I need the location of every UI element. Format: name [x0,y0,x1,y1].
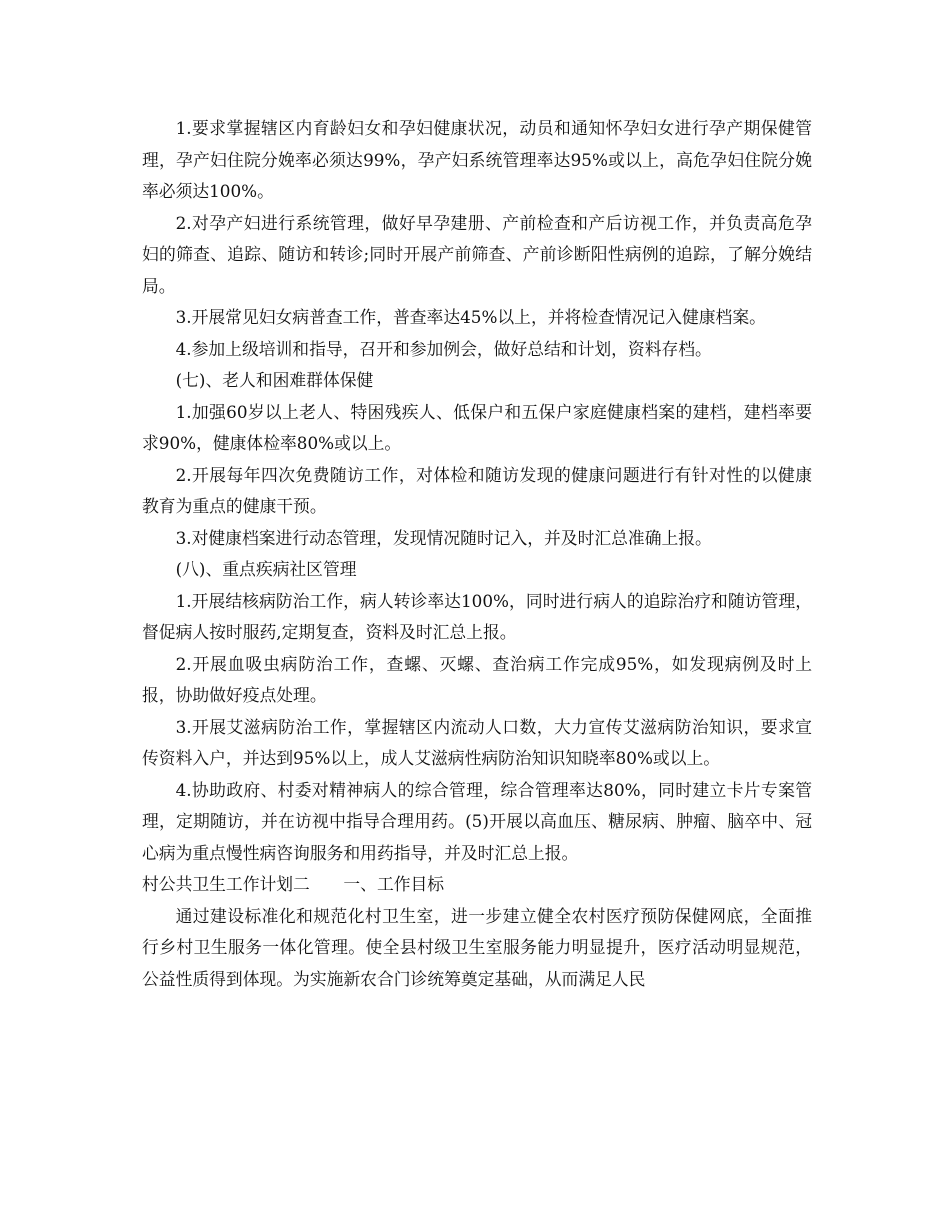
paragraph-maternal-1: 1.要求掌握辖区内育龄妇女和孕妇健康状况，动员和通知怀孕妇女进行孕产期保健管理，孕产妇住院分娩率必须达99%，孕产妇系统管理率达95%或以上，高危孕妇住院分娩率必须达100%。 [142,118,812,201]
section-heading-elderly: (七)、老人和困难群体保健 [175,370,374,390]
paragraph-elderly-3: 3.对健康档案进行动态管理，发现情况随时记入，并及时汇总准确上报。 [175,527,712,548]
paragraph-disease-4: 4.协助政府、村委对精神病人的综合管理，综合管理率达80%，同时建立卡片专案管理，定期随访，并在访视中指导合理用药。(5)开展以高血压、糖尿病、肿瘤、脑卒中、冠心病为重点慢性病咨询服务和用药指导，并及时汇总上报。 [142,779,812,863]
paragraph-disease-3: 3.开展艾滋病防治工作，掌握辖区内流动人口数，大力宣传艾滋病防治知识，要求宣传资料入户，并达到95%以上，成人艾滋病性病防治知识知晓率80%或以上。 [142,716,812,768]
paragraph-goals: 通过建设标准化和规范化村卫生室，进一步建立健全农村医疗预防保健网底，全面推行乡村卫生服务一体化管理。使全县村级卫生室服务能力明显提升，医疗活动明显规范，公益性质得到体现。为实施新农合门诊统筹奠定基础，从而满足人民 [142,905,812,989]
paragraph-maternal-4: 4.参加上级培训和指导，召开和参加例会，做好总结和计划，资料存档。 [175,338,712,359]
paragraph-maternal-3: 3.开展常见妇女病普查工作，普查率达45%以上，并将检查情况记入健康档案。 [175,307,766,327]
paragraph-disease-2: 2.开展血吸虫病防治工作，查螺、灭螺、查治病工作完成95%，如发现病例及时上报，协助做好疫点处理。 [142,653,812,705]
paragraph-disease-1: 1.开展结核病防治工作，病人转诊率达100%，同时进行病人的追踪治疗和随访管理，督促病人按时服药,定期复查，资料及时汇总上报。 [142,590,812,642]
document-body [142,113,812,995]
plan-two-heading: 村公共卫生工作计划二 一、工作目标 [142,874,445,894]
section-heading-key-diseases: (八)、重点疾病社区管理 [175,559,357,579]
paragraph-maternal-2: 2.对孕产妇进行系统管理，做好早孕建册、产前检查和产后访视工作，并负责高危孕妇的筛查、追踪、随访和转诊;同时开展产前筛查、产前诊断阳性病例的追踪，了解分娩结局。 [142,212,812,296]
paragraph-elderly-2: 2.开展每年四次免费随访工作，对体检和随访发现的健康问题进行有针对性的以健康教育为重点的健康干预。 [142,464,812,516]
paragraph-elderly-1: 1.加强60岁以上老人、特困残疾人、低保户和五保户家庭健康档案的建档，建档率要求90%，健康体检率80%或以上。 [142,401,812,453]
